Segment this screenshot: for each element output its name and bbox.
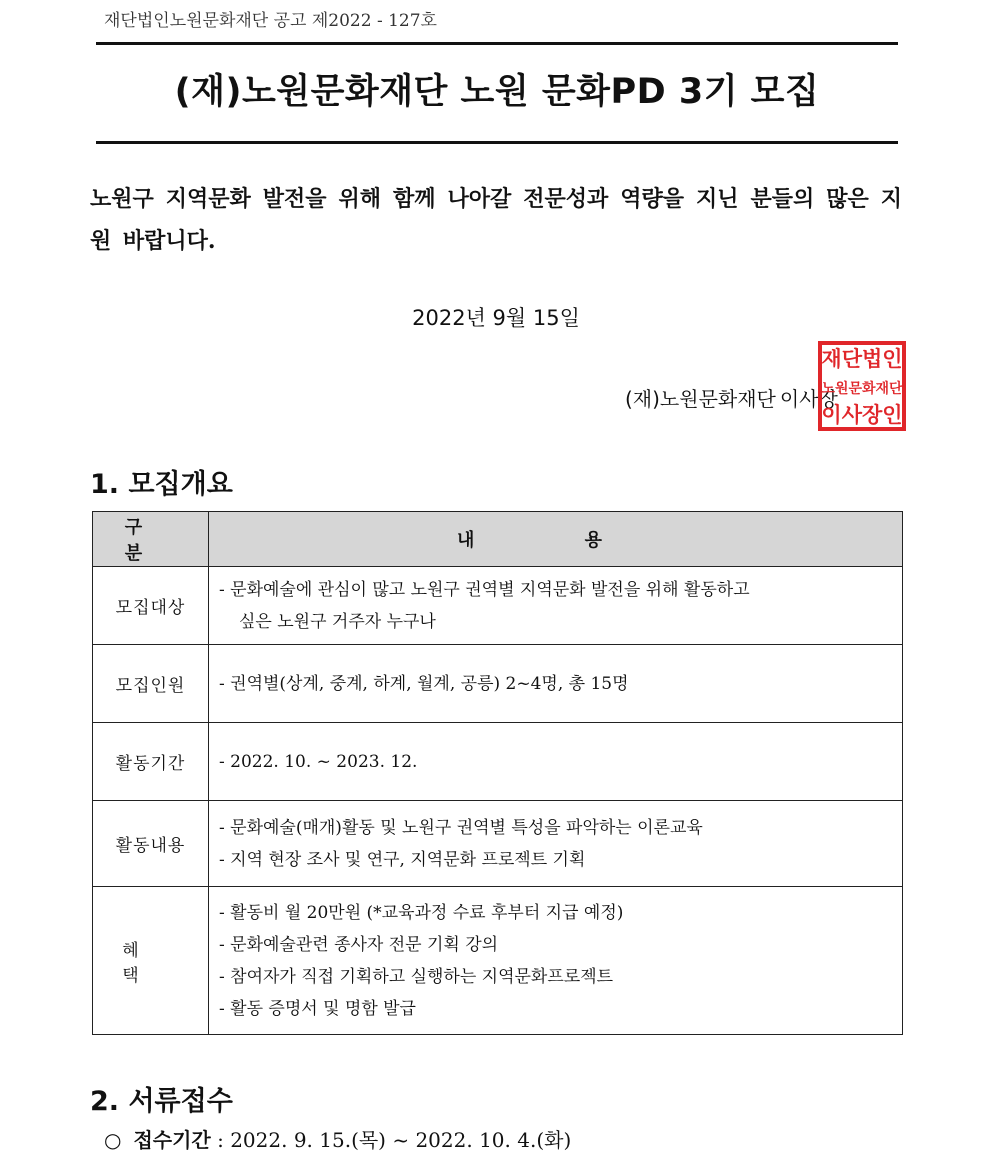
item-separator: :: [217, 1128, 224, 1152]
row-content: - 문화예술(매개)활동 및 노원구 권역별 특성을 파악하는 이론교육 - 지역 현장 조사 및 연구, 지역문화 프로젝트 기획: [209, 801, 903, 887]
issuer-name: (재)노원문화재단: [625, 387, 776, 411]
circle-bullet-icon: ○: [104, 1128, 122, 1152]
issuer-signature: [625, 383, 838, 412]
application-period-item: [104, 1124, 571, 1153]
top-rule: [96, 42, 898, 45]
table-row: [93, 801, 903, 887]
row-label: 혜 택: [93, 887, 209, 1035]
col-header-content: 내 용: [209, 512, 903, 567]
row-label: 모집인원: [93, 645, 209, 723]
intro-paragraph: 노원구 지역문화 발전을 위해 함께 나아갈 전문성과 역량을 지닌 분들의 많은 지원 바랍니다.: [90, 186, 902, 254]
row-content: - 권역별(상계, 중계, 하계, 월계, 공릉) 2~4명, 총 15명: [209, 645, 903, 723]
announcement-date: 2022년 9월 15일: [412, 306, 580, 330]
col-header-category: 구 분: [93, 512, 209, 567]
row-label: 활동내용: [93, 801, 209, 887]
recruitment-overview-table: [92, 511, 903, 1035]
section1-heading: 1. 모집개요: [90, 469, 233, 500]
row-content: - 활동비 월 20만원 (*교육과정 수료 후부터 지급 예정) - 문화예술관련 종사자 전문 기획 강의 - 참여자가 직접 기획하고 실행하는 지역문화프로젝트 - 활동 증명서 및 명함 발급: [209, 887, 903, 1035]
item-label: 접수기간: [133, 1128, 211, 1152]
row-content: - 2022. 10. ~ 2023. 12.: [209, 723, 903, 801]
seal-line-3: 이사장인: [821, 403, 903, 427]
title-bottom-rule: [96, 141, 898, 144]
official-seal-stamp: [817, 340, 907, 432]
seal-line-2: 노원문화재단: [821, 381, 903, 397]
section2-heading: 2. 서류접수: [90, 1086, 233, 1117]
item-value: 2022. 9. 15.(목) ~ 2022. 10. 4.(화): [230, 1128, 572, 1152]
row-content: - 문화예술에 관심이 많고 노원구 권역별 지역문화 발전을 위해 활동하고 싶은 노원구 거주자 누구나: [209, 567, 903, 645]
page-title: (재)노원문화재단 노원 문화PD 3기 모집: [174, 72, 820, 112]
row-label: 활동기간: [93, 723, 209, 801]
table-row: [93, 887, 903, 1035]
table-row: [93, 567, 903, 645]
seal-line-1: 재단법인: [821, 347, 903, 371]
issuer-role: 이사장: [779, 387, 838, 411]
table-header-row: [93, 512, 903, 567]
row-label: 모집대상: [93, 567, 209, 645]
table-row: [93, 723, 903, 801]
table-row: [93, 645, 903, 723]
notice-number: 재단법인노원문화재단 공고 제2022 - 127호: [104, 11, 437, 31]
